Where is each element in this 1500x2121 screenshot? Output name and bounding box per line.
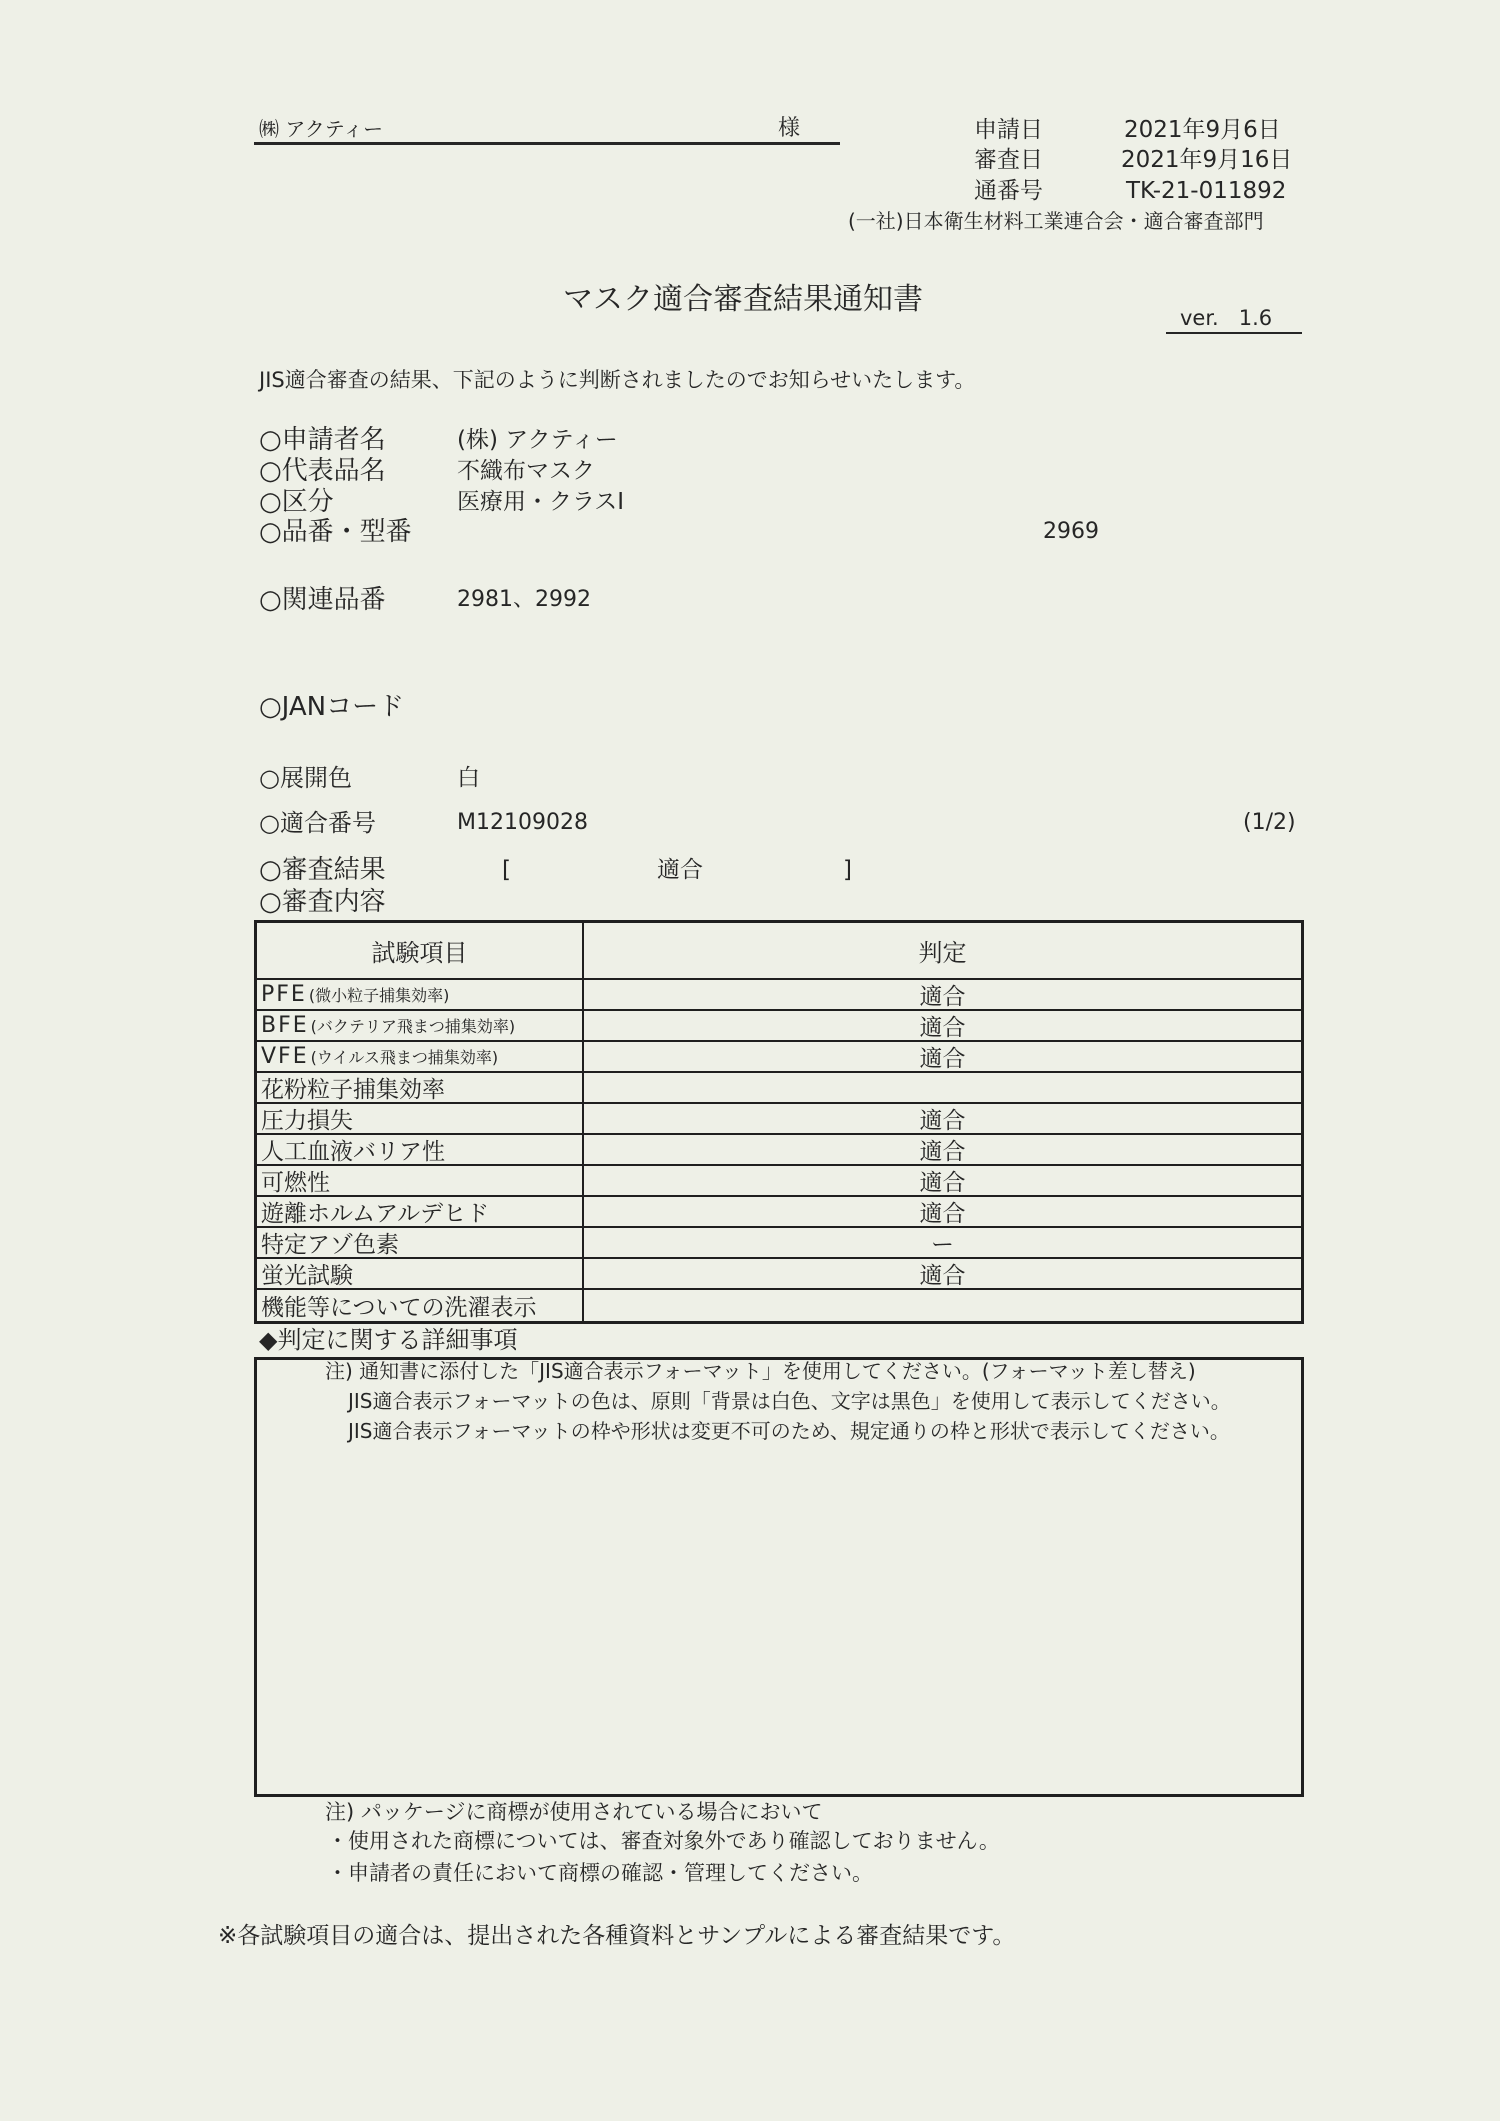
- test-item-cell: [257, 1135, 584, 1166]
- version-underline: [1166, 332, 1302, 334]
- test-item-name: BFE: [261, 1013, 309, 1038]
- test-item-note: (微小粒子捕集効率): [308, 986, 450, 1005]
- review-date-value: 2021年9月16日: [1121, 147, 1293, 173]
- test-item-cell: [257, 1011, 584, 1042]
- verdict-value: 適合: [919, 1263, 966, 1289]
- details-line: JIS適合表示フォーマットの色は、原則「背景は白色、文字は黒色」を使用して表示してください。: [348, 1389, 1231, 1413]
- test-item-name: 蛍光試験: [261, 1263, 353, 1289]
- verdict-value: 適合: [919, 1139, 966, 1165]
- related-numbers-value: 2981、2992: [457, 587, 591, 612]
- test-item-cell: [257, 1166, 584, 1197]
- version-label: ver. 1.6: [1180, 306, 1273, 330]
- test-item-name: 可燃性: [261, 1170, 330, 1196]
- test-item-cell: [257, 980, 584, 1011]
- test-item-cell: [257, 1042, 584, 1073]
- verdict-value: 適合: [919, 1170, 966, 1196]
- review-result-value: 適合: [657, 857, 703, 883]
- column-header-test-item: 試験項目: [257, 923, 584, 980]
- test-item-name: 特定アゾ色素: [261, 1232, 399, 1258]
- test-item-note: (ウイルス飛まつ捕集効率): [310, 1048, 499, 1067]
- product-name-label: ○代表品名: [259, 456, 386, 486]
- verdict-cell: [584, 1073, 1301, 1104]
- test-item-cell: [257, 1104, 584, 1135]
- model-number-value: 2969: [1043, 519, 1099, 544]
- color-label: ○展開色: [259, 764, 352, 792]
- color-value: 白: [457, 765, 480, 791]
- details-line: JIS適合表示フォーマットの枠や形状は変更不可のため、規定通りの枠と形状で表示してください。: [348, 1419, 1230, 1443]
- product-name-value: 不織布マスク: [457, 458, 595, 484]
- verdict-value: 適合: [919, 1108, 966, 1134]
- related-numbers-label: ○関連品番: [259, 585, 386, 615]
- category-label: ○区分: [259, 487, 334, 517]
- application-date-label: 申請日: [974, 117, 1043, 143]
- page-indicator: (1/2): [1243, 810, 1296, 835]
- test-item-name: 人工血液バリア性: [261, 1139, 445, 1165]
- application-date-value: 2021年9月6日: [1124, 117, 1281, 143]
- document-title: マスク適合審査結果通知書: [563, 282, 923, 317]
- verdict-value: 適合: [919, 1046, 966, 1072]
- test-item-name: 圧力損失: [261, 1108, 353, 1134]
- details-heading: ◆判定に関する詳細事項: [259, 1326, 518, 1354]
- addressee-underline: [254, 142, 840, 145]
- model-number-label: ○品番・型番: [259, 517, 412, 547]
- test-item-name: VFE: [261, 1044, 309, 1069]
- trademark-note: 注) パッケージに商標が使用されている場合において: [325, 1800, 823, 1824]
- verdict-value: 適合: [919, 1015, 966, 1041]
- test-item-cell: [257, 1259, 584, 1290]
- column-header-verdict: 判定: [584, 923, 1301, 980]
- review-content-label: ○審査内容: [259, 887, 386, 917]
- review-result-bracket-open: [: [502, 857, 511, 883]
- conformity-number-label: ○適合番号: [259, 809, 376, 837]
- verdict-cell: [584, 1290, 1301, 1321]
- verdict-cell: [584, 1042, 1301, 1073]
- issuing-organization: (一社)日本衛生材料工業連合会・適合審査部門: [848, 209, 1264, 233]
- footer-note: ※各試験項目の適合は、提出された各種資料とサンプルによる審査結果です。: [218, 1923, 1016, 1949]
- test-results-table: [254, 920, 1304, 1324]
- verdict-cell: [584, 1011, 1301, 1042]
- verdict-cell: [584, 1166, 1301, 1197]
- applicant-value: (株) アクティー: [457, 427, 618, 453]
- verdict-cell: [584, 1259, 1301, 1290]
- verdict-cell: [584, 980, 1301, 1011]
- category-value: 医療用・クラスⅠ: [457, 489, 625, 515]
- addressee-company: ㈱ アクティー: [259, 117, 384, 141]
- verdict-cell: [584, 1228, 1301, 1259]
- verdict-cell: [584, 1197, 1301, 1228]
- verdict-value: 適合: [919, 1201, 966, 1227]
- addressee-honorific: 様: [778, 116, 801, 141]
- trademark-note: ・使用された商標については、審査対象外であり確認しておりません。: [327, 1829, 1000, 1853]
- jan-code-label: ○JANコード: [259, 692, 405, 722]
- test-item-name: 遊離ホルムアルデヒド: [261, 1201, 490, 1227]
- serial-number-value: TK-21-011892: [1126, 178, 1287, 204]
- review-result-bracket-close: ]: [843, 857, 852, 883]
- verdict-value: 適合: [919, 984, 966, 1010]
- serial-number-label: 通番号: [974, 178, 1043, 204]
- verdict-cell: [584, 1135, 1301, 1166]
- details-line: 注) 通知書に添付した「JIS適合表示フォーマット」を使用してください。(フォーマット差し替え): [325, 1359, 1196, 1383]
- trademark-note: ・申請者の責任において商標の確認・管理してください。: [327, 1861, 873, 1885]
- test-item-cell: [257, 1197, 584, 1228]
- review-date-label: 審査日: [974, 147, 1043, 173]
- intro-text: JIS適合審査の結果、下記のように判断されましたのでお知らせいたします。: [259, 368, 976, 392]
- test-item-name: 機能等についての洗濯表示: [261, 1295, 537, 1321]
- test-item-note: (バクテリア飛まつ捕集効率): [310, 1017, 516, 1036]
- test-item-name: PFE: [261, 982, 307, 1007]
- conformity-number-value: M12109028: [457, 810, 588, 835]
- verdict-value: ー: [931, 1232, 954, 1258]
- test-item-name: 花粉粒子捕集効率: [261, 1077, 445, 1103]
- verdict-cell: [584, 1104, 1301, 1135]
- applicant-label: ○申請者名: [259, 425, 386, 455]
- test-item-cell: [257, 1290, 584, 1321]
- test-item-cell: [257, 1073, 584, 1104]
- test-item-cell: [257, 1228, 584, 1259]
- review-result-label: ○審査結果: [259, 855, 386, 885]
